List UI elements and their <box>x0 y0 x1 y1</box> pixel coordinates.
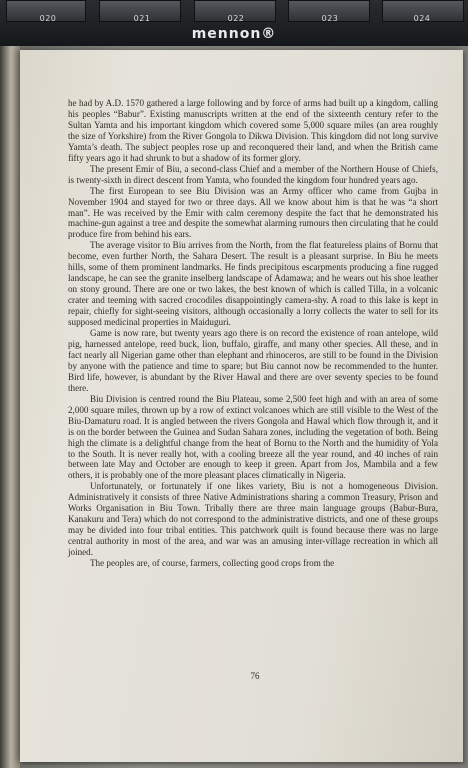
frame-number: 020 <box>39 14 57 23</box>
frame-number: 024 <box>413 14 431 23</box>
film-frame-bar <box>0 0 468 46</box>
paragraph: The average visitor to Biu arrives from the North, from the flat featureless plains of Bornu that become, even further North, the Sahara Desert. The result is a pleasant surprise. In Biu he meets hills, some of them prominent landmarks. He finds precipitous escarpments producing a fine rugged landscape, he can see the granite inselberg landscape of Adamawa; and he wears out his shoe leather on stony ground. There are one or two lakes, the best known of which is called Tilla, in a volcanic crater and teeming with sacred crocodiles disappointingly camera-shy. A road to this lake is kept in repair, chiefly for sight-seeing visitors, although occasionally a lorry collects the water to sell for its supposed medicinal properties in Maiduguri. <box>68 240 438 328</box>
frame-number: 022 <box>227 14 245 23</box>
page-text <box>68 98 438 569</box>
page-number: 76 <box>250 671 260 681</box>
paragraph: Game is now rare, but twenty years ago there is on record the existence of roan antelope, wild pig, harnessed antelope, reed buck, lion, buffalo, giraffe, and many other species. All these, and in fact nearly all Nigerian game other than elephant and rhinoceros, are still to be found in the Division by anyone with the patience and time to spare; but Biu cannot now be recommended to the hunter. Bird life, however, is abundant by the River Hawal and there are over seventy species to be found there. <box>68 328 438 393</box>
frame-number: 023 <box>321 14 339 23</box>
frame-number: 021 <box>133 14 151 23</box>
paragraph: Biu Division is centred round the Biu Plateau, some 2,500 feet high and with an area of some 2,000 square miles, thrown up by a row of extinct volcanoes which are still visible to the West of the Biu-Damaturu road. It is angled between the rivers Gongola and Hawal which flow through it, and it is on the border between the Guinea and Sudan Sahara zones, including the vegetation of both. Being high the climate is a delightful change from the heat of Bornu to the North and the humidity of Yola to the South. It is never really hot, with a cooling breeze all the year round, and 40 inches of rain between late May and October are enough to keep it green. Apart from Jos, Mambila and a few others, it is probably one of the more pleasant places climatically in Nigeria. <box>68 393 438 481</box>
paragraph: Unfortunately, or fortunately if one likes variety, Biu is not a homogeneous Division. Administratively it consists of three Native Administrations sharing a common Treasury, Prison and Works Organisation in Biu Town. Tribally there are three main language groups (Babur-Bura, Kanakuru and Tera) which do not correspond to the administrative districts, and one of these groups may be divided into four tribal entities. This patchwork quilt is found because there was no large central authority in most of the area, and war was an amusing inter-village recreation in which all joined. <box>68 481 438 558</box>
paragraph: The peoples are, of course, farmers, collecting good crops from the <box>90 558 335 569</box>
book-page-edges <box>0 46 20 768</box>
brand-logo: mennon® <box>191 26 277 42</box>
paragraph: The present Emir of Biu, a second-class Chief and a member of the Northern House of Chiefs, is twenty-sixth in direct descent from Yamta, who founded the kingdom four hundred years ago. <box>68 163 438 185</box>
paragraph: he had by A.D. 1570 gathered a large following and by force of arms had built up a kingdom, calling his peoples “Babur”. Existing manuscripts written at the end of the sixteenth century refer to the Sultan Yamta and his important kingdom which covered some 5,000 square miles (an area roughly the size of Yorkshire) from the River Gongola to Dikwa Division. This kingdom did not long survive Yamta’s death. The subject peoples rose up and reconquered their land, and when the British came fifty years ago it had shrunk to but a shadow of its former glory. <box>68 98 438 163</box>
paragraph: The first European to see Biu Division was an Army officer who came from Gujba in November 1904 and stayed for two or three days. All we know about him is that he was “a short man”. He was received by the Emir with calm ceremony despite the fact that he demonstrated his machine-gun against a tree and despite the somewhat alarming rumours then circulating that he could produce fire from behind his ears. <box>68 185 438 240</box>
